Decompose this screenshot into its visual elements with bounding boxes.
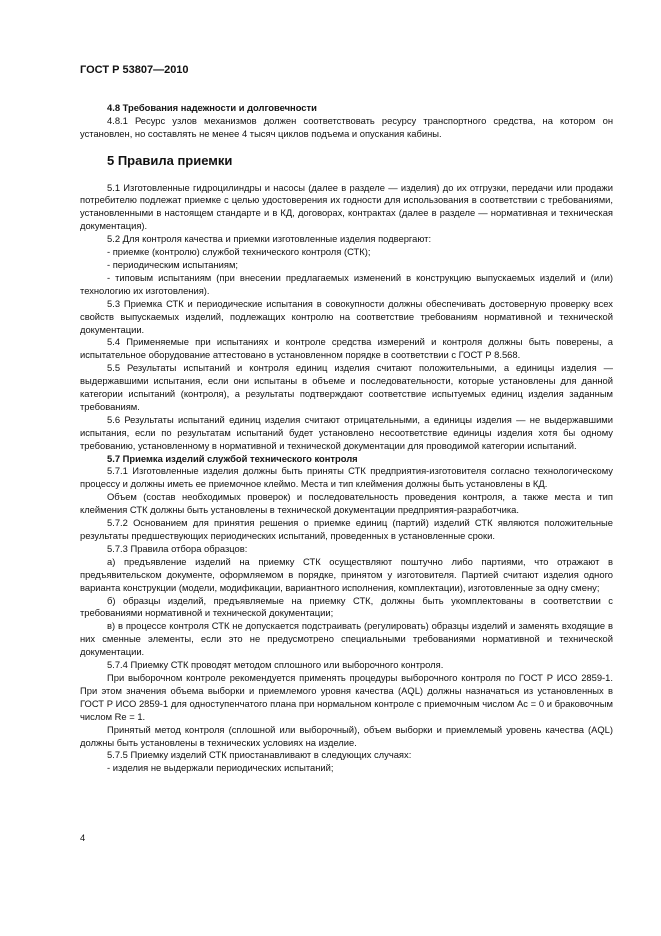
paragraph-5-7-4-c: Принятый метод контроля (сплошной или выборочный), объем выборки и приемлемый уровень качества (AQL) должны быть установлены в технических условиях на изделие. xyxy=(80,723,613,748)
page-number: 4 xyxy=(80,832,86,843)
paragraph-5-1: 5.1 Изготовленные гидроцилиндры и насосы (далее в разделе — изделия) до их отгрузки, передачи или продажи потребителю подлежат приемке с целью удостоверения их годности для использования в соответствии с требованиями, установленными в настоящем стандарте и в КД, договорах, контрактах (далее в разделе — нормативная и техническая документация). xyxy=(80,181,613,232)
paragraph-5-7-1-b: Объем (состав необходимых проверок) и последовательность проведения контроля, а также места и тип клеймения СТК должны быть установлены в технической документации предприятия-разработчика. xyxy=(80,491,613,516)
paragraph-5-6: 5.6 Результаты испытаний единиц изделия считают отрицательными, а единицы изделия — не выдержавшими испытания, если по результатам испытаний будет установлено несоответствие единицы изделия хотя бы одному требованию, установленному в нормативной и технической документации для проводимой категории испытаний. xyxy=(80,413,613,451)
list-item-5-7-3-b: б) образцы изделий, предъявляемые на приемку СТК, должны быть укомплектованы в соответствии с требованиями нормативной и технической документации; xyxy=(80,594,613,619)
section-5-heading: 5 Правила приемки xyxy=(107,152,233,168)
list-item-5-2-a: - приемке (контролю) службой технического контроля (СТК); xyxy=(107,246,371,258)
section-5-7-heading: 5.7 Приемка изделий службой технического контроля xyxy=(107,452,358,464)
paragraph-5-7-1: 5.7.1 Изготовленные изделия должны быть приняты СТК предприятия-изготовителя согласно технологическому процессу и должны иметь ее приемочное клеймо. Места и тип клеймения должны быть установлены в КД. xyxy=(80,465,613,490)
paragraph-4-8-1: 4.8.1 Ресурс узлов механизмов должен соответствовать ресурсу транспортного средства, на котором он установлен, но составлять не менее 4 тысяч циклов подъема и опускания кабины. xyxy=(80,114,613,139)
paragraph-5-5: 5.5 Результаты испытаний и контроля единиц изделия считают положительными, а единицы изделия — выдержавшими испытания, если они испытаны в объеме и последовательности, которые установлены для данной категории испытаний (контроля), а результаты подтверждают соответствие испытуемых единиц изделия заданным требованиям. xyxy=(80,362,613,412)
list-item-5-2-b: - периодическим испытаниям; xyxy=(107,258,239,270)
paragraph-5-7-2: 5.7.2 Основанием для принятия решения о приемке единиц (партий) изделий СТК являются положительные результаты предшествующих периодических испытаний, проведенных в установленные сроки. xyxy=(80,517,613,541)
paragraph-5-3: 5.3 Приемка СТК и периодические испытания в совокупности должны обеспечивать достоверную проверку всех свойств выпускаемых изделий, подлежащих контролю на соответствие требованиям нормативной и технической документации. xyxy=(80,297,613,335)
paragraph-5-7-3: 5.7.3 Правила отбора образцов: xyxy=(107,542,248,554)
list-item-5-2-c: - типовым испытаниям (при внесении предлагаемых изменений в конструкцию выпускаемых изделий и (или) технологию их изготовления). xyxy=(80,271,613,296)
list-item-5-7-3-a: а) предъявление изделий на приемку СТК осуществляют поштучно либо партиями, что отражают в предъявительском документе, оформляемом в порядке, принятом у изготовителя. Партией считают изделия одного варианта конструкции (модели, модификации, вариантного исполнения, комплектации), изготовленные за одну смену; xyxy=(80,555,613,593)
list-item-5-7-3-c: в) в процессе контроля СТК не допускается подстраивать (регулировать) образцы изделий и заменять входящие в них сменные элементы, если это не предусмотрено специальными требованиями нормативной и технической документации. xyxy=(80,620,613,658)
section-4-8-heading: 4.8 Требования надежности и долговечности xyxy=(107,101,317,113)
paragraph-5-7-5: 5.7.5 Приемку изделий СТК приостанавливают в следующих случаях: xyxy=(107,749,412,761)
list-item-5-7-5-a: - изделия не выдержали периодических испытаний; xyxy=(107,762,334,774)
paragraph-5-2: 5.2 Для контроля качества и приемки изготовленные изделия подвергают: xyxy=(107,233,432,245)
paragraph-5-4: 5.4 Применяемые при испытаниях и контроле средства измерений и контроля должны быть поверены, а испытательное оборудование аттестовано в установленном порядке в соответствии с ГОСТ Р 8.568. xyxy=(80,336,613,361)
document-header: ГОСТ Р 53807—2010 xyxy=(80,64,189,76)
paragraph-5-7-4: 5.7.4 Приемку СТК проводят методом сплошного или выборочного контроля. xyxy=(107,659,444,671)
paragraph-5-7-4-b: При выборочном контроле рекомендуется применять процедуры выборочного контроля по ГОСТ Р ИСО 2859-1. При этом значения объема выборки и приемлемого уровня качества (AQL) должны назначаться из установленных в ГОСТ Р ИСО 2859-1 для одноступенчатого плана при нормальном контроле с приемочным числом Ac = 0 и браковочным числом Re = 1. xyxy=(80,671,613,722)
